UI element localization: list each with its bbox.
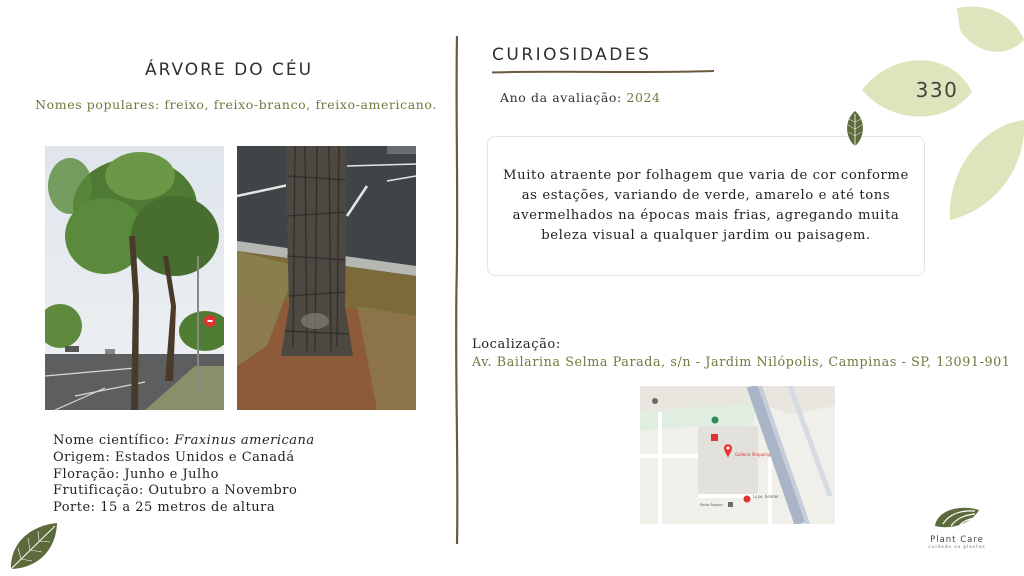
map-label-renner: Lojas Renner	[753, 494, 779, 499]
fact-origin: Origem: Estados Unidos e Canadá	[53, 449, 295, 465]
map-label-porto: Porto Seguro	[700, 503, 723, 507]
popular-names: Nomes populares: freixo, freixo-branco, freixo-americano.	[35, 97, 437, 112]
scientific-name-value: Fraxinus americana	[174, 433, 315, 448]
curiosity-note: Muito atraente por folhagem que varia de cor conforme as estações, variando de verde, amarelo e até tons avermelhados na épocas mais frias, agregando muita beleza visual a qualquer jardim ou paisagem.	[503, 168, 909, 243]
fact-fruiting: Frutificação: Outubro a Novembro	[53, 483, 298, 499]
heading-underline	[492, 68, 714, 76]
fact-size: Porte: 15 a 25 metros de altura	[53, 500, 276, 516]
tree-photo	[45, 146, 224, 410]
species-title: ÁRVORE DO CÉU	[144, 60, 314, 80]
evaluation-year-value: 2024	[626, 90, 661, 105]
trunk-photo	[237, 146, 416, 410]
logo-brand: Plant Care	[930, 535, 984, 545]
leaf-icon	[8, 520, 60, 572]
location-map[interactable]	[640, 386, 835, 524]
small-leaf-icon	[844, 110, 866, 150]
botanical-facts	[53, 433, 315, 517]
plant-care-logo	[918, 502, 996, 562]
logo-leaf-icon	[931, 502, 983, 530]
fact-scientific-name: Nome científico: Fraxinus americana	[53, 433, 315, 448]
map-label-galleria: Galleria Shopping	[735, 452, 771, 457]
location-address: Av. Bailarina Selma Parada, s/n - Jardim Nilópolis, Campinas - SP, 13091-901	[472, 354, 1011, 369]
page-number: 330	[915, 78, 959, 102]
logo-tagline: cuidado ao plantas	[928, 545, 986, 550]
column-divider	[452, 36, 462, 544]
curiosities-heading: CURIOSIDADES	[492, 45, 652, 65]
evaluation-year: Ano da avaliação: 2024	[500, 90, 661, 105]
fact-flowering: Floração: Junho e Julho	[53, 466, 219, 482]
curiosity-note-box	[487, 136, 925, 276]
decorative-leaves	[862, 0, 1024, 230]
location-label: Localização:	[472, 337, 561, 352]
